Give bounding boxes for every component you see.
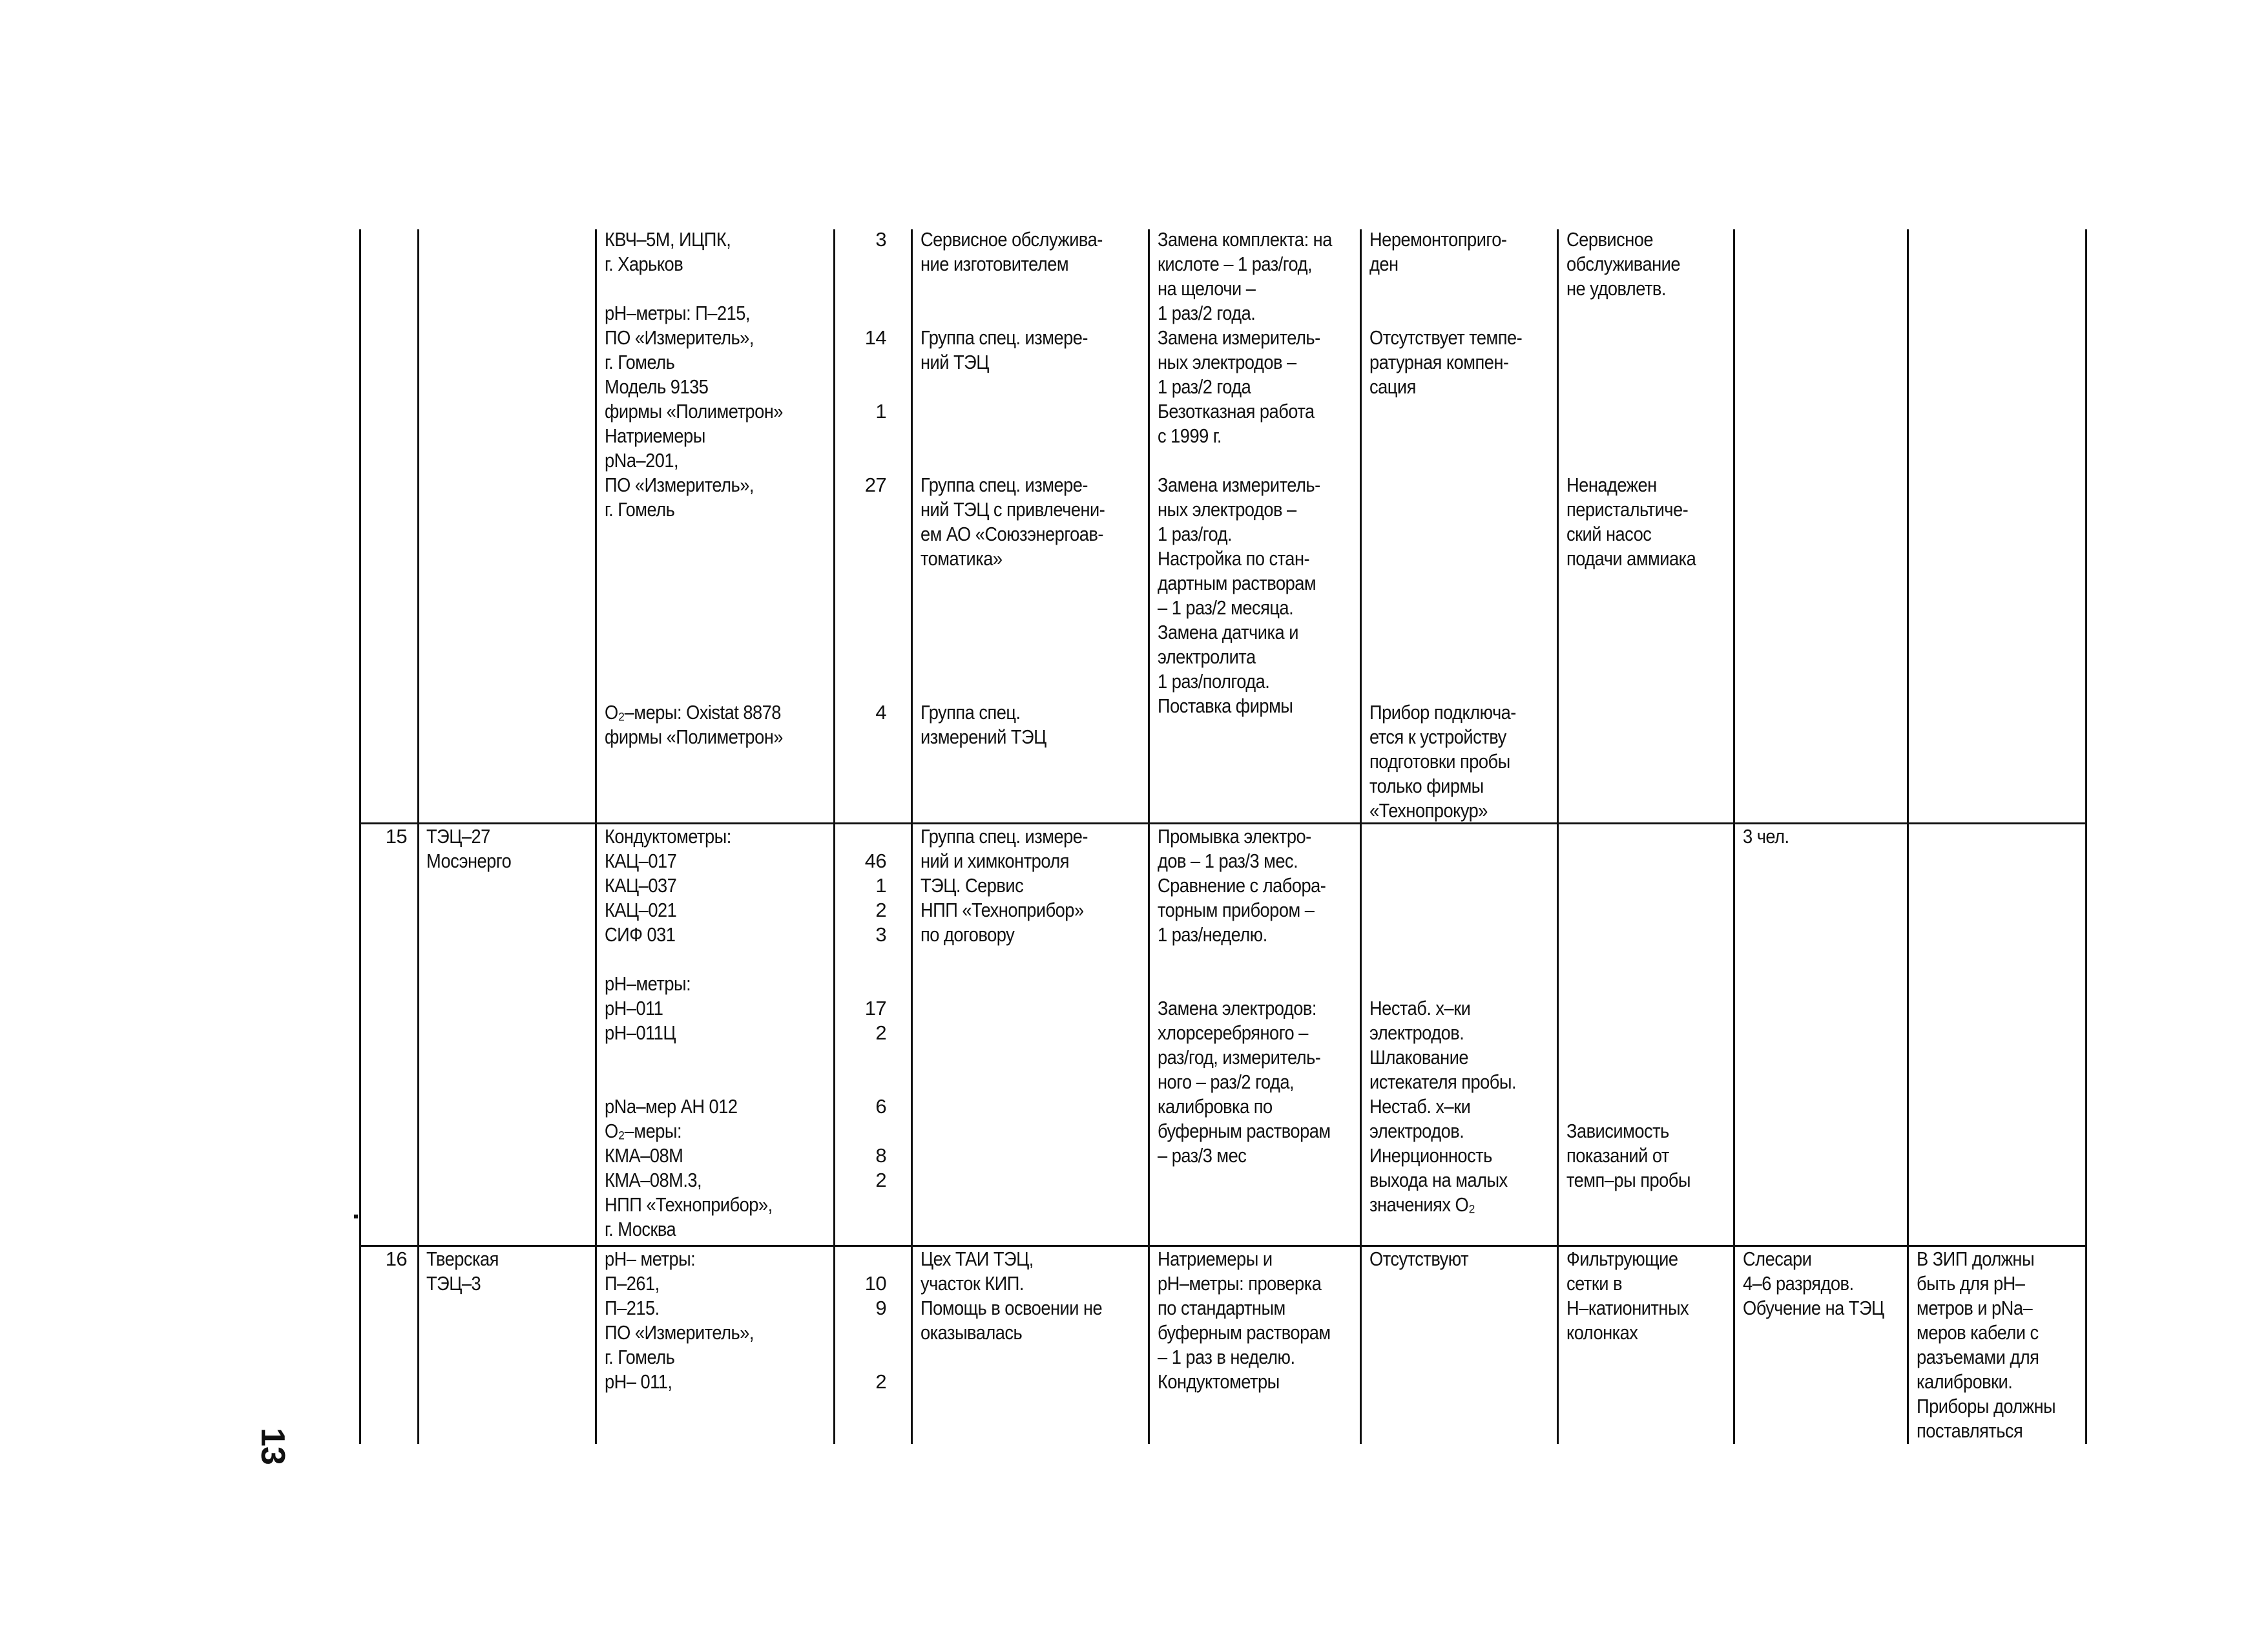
cell-row-number: 16 — [385, 1248, 407, 1270]
cell-problems: Фильтрующие сетки в Н–катионитных колонках — [1566, 1248, 1689, 1344]
cell-row-number: 15 — [385, 825, 407, 848]
cell-plant: Тверская ТЭЦ–3 — [426, 1248, 499, 1295]
cell-staff: Слесари 4–6 разрядов. Обучение на ТЭЦ — [1743, 1248, 1884, 1319]
cell-defects-oxygen: Прибор подключа- ется к устройству подготовки пробы только фирмы «Технопрокур» — [1369, 701, 1516, 822]
grid-line — [417, 229, 419, 1444]
cell-service: Цех ТАИ ТЭЦ, участок КИП. Помощь в освоении не оказывалась — [921, 1248, 1103, 1344]
cell-quantity-oxygen: 4 — [875, 701, 886, 724]
page-number: 13 — [254, 1428, 291, 1465]
cell-defects: Неремонтоприго- ден Отсутствует темпе- ратурная компен- сация — [1369, 228, 1523, 398]
cell-service: Сервисное обслужива- ние изготовителем Группа спец. измере- ний ТЭЦ Группа спец. измере- ний ТЭЦ с привлечени- ем АО «Союзэнергоав- томатика» — [921, 228, 1105, 570]
cell-defects: Отсутствуют — [1369, 1248, 1469, 1270]
cell-service: Группа спец. измере- ний и химконтроля ТЭЦ. Сервис НПП «Технoприбор» по договору — [921, 825, 1088, 946]
cell-maintenance: Замена комплекта: на кислоте – 1 раз/год, на щелочи – 1 раз/2 года. Замена измеритель- ных электродов – 1 раз/2 года Безотказная работа с 1999 г. Замена измеритель- ных электродов – 1 раз/год. Настройка по стан- дартным растворам – 1 раз/2 месяца. Замена датчика и электролита 1 раз/полгода. Поставка фирмы — [1158, 228, 1332, 717]
grid-line — [595, 229, 597, 1444]
grid-line — [359, 229, 361, 1444]
cell-devices: Кондуктометры: КАЦ–017 КАЦ–037 КАЦ–021 СИФ 031 pH–метры: pH–011 pH–011Ц pNa–мер АН 012 O₂–меры: КМА–08М КМА–08М.3, НПП «Технoприбор», г. Москва — [605, 825, 773, 1240]
grid-line — [1907, 229, 1909, 1444]
cell-service-oxygen: Группа спец. измерений ТЭЦ — [921, 701, 1046, 748]
grid-line — [1557, 229, 1559, 1444]
grid-line — [1733, 229, 1735, 1444]
cell-defects: Нестаб. х–ки электродов. Шлакование истекателя пробы. Нестаб. х–ки электродов. Инерционность выхода на малых значениях O₂ — [1369, 997, 1517, 1216]
grid-line — [833, 229, 835, 1444]
cell-devices: pH– метры: П–261, П–215. ПО «Измеритель», г. Гомель pH– 011, — [605, 1248, 754, 1393]
scan-mark — [354, 1215, 358, 1218]
cell-maintenance: Натриемеры и pH–метры: проверка по стандартным буферным растворам – 1 раз в неделю. Кондуктометры — [1158, 1248, 1331, 1393]
cell-plant: ТЭЦ–27 Мосэнерго — [426, 825, 512, 872]
cell-notes: В ЗИП должны быть для pH– метров и pNa– меров кабели с разъемами для калибровки. Приборы должны поставляться — [1917, 1248, 2056, 1442]
cell-maintenance: Промывка электро- дов – 1 раз/3 мес. Сравнение с лабора- торным прибором – 1 раз/неделю. Замена электродов: хлорсеребряного – раз/год, измеритель- ного – раз/2 года, калибровка по буферным растворам – раз/3 мес — [1158, 825, 1331, 1167]
grid-line — [2085, 229, 2087, 1444]
cell-problems: Сервисное обслуживание не удовлетв. Ненадежен перистальтиче- ский насос подачи аммиака — [1566, 228, 1696, 570]
cell-devices: КВЧ–5М, ИЦПК, г. Харьков pH–метры: П–215, ПО «Измеритель», г. Гомель Модель 9135 фирмы «Полиметрон» Натриемеры pNa–201, ПО «Измеритель», г. Гомель — [605, 228, 783, 521]
cell-quantity: 10 9 2 — [864, 1272, 886, 1393]
grid-line — [1148, 229, 1150, 1444]
cell-staff: 3 чел. — [1743, 825, 1789, 848]
grid-line — [911, 229, 913, 1444]
cell-devices-oxygen: O₂–меры: Oxistat 8878 фирмы «Полиметрон» — [605, 701, 783, 748]
grid-line — [1360, 229, 1362, 1444]
cell-quantity: 3 14 1 27 — [864, 228, 886, 496]
cell-problems: Зависимость показаний от темп–ры пробы — [1566, 1120, 1691, 1191]
cell-quantity: 46 1 2 3 17 2 6 8 2 — [864, 850, 886, 1191]
